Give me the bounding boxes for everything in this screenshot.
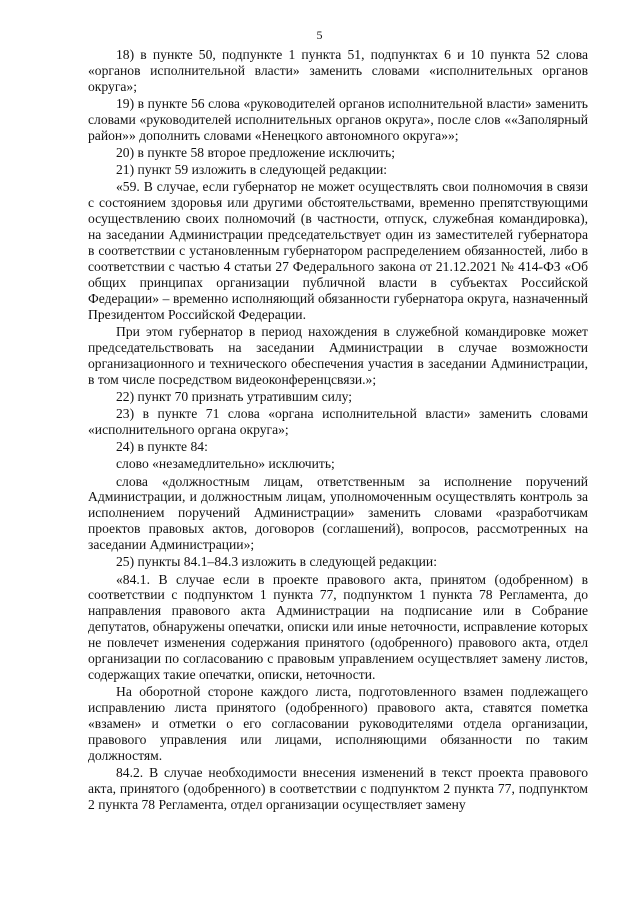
paragraph: 25) пункты 84.1–84.3 изложить в следующей редакции: [116,554,437,570]
paragraph: 19) в пункте 56 слова «руководителей органов исполнительной власти» заменить словами «руководителей исполнительных органов округа», после слов ««Заполярный район»» дополнить словами «Ненецкого автономного округа»»; [88,96,588,143]
paragraph: 18) в пункте 50, подпункте 1 пункта 51, подпунктах 6 и 10 пункта 52 слова «органов исполнительной власти» заменить словами «исполнительных органов округа»; [88,47,588,94]
paragraph: «84.1. В случае если в проекте правового акта, принятом (одобренном) в соответствии с подпунктом 1 пункта 77, подпунктом 1 пункта 78 Регламента, до направления правового акта Администрации на подписание или в Собрание депутатов, обнаружены опечатки, описки или иные неточности, исправление которых не повлечет изменения содержания принятого (одобренного) правового акта, отдел организации по согласованию с правовым управлением осуществляет замену листов, содержащих такие опечатки, описки, неточности. [88,571,588,682]
paragraph: 24) в пункте 84: [116,439,208,455]
page-number: 5 [316,28,323,42]
paragraph: При этом губернатор в период нахождения в служебной командировке может председательствовать на заседании Администрации в случае возможности организационного и технического обеспечения участия в заседании Администрации, в том числе посредством видеоконференцсвязи.»; [88,323,588,387]
document-body [88,47,588,814]
paragraph: 22) пункт 70 признать утратившим силу; [116,388,353,404]
paragraph: слова «должностным лицам, ответственным за исполнение поручений Администрации, и должностным лицам, уполномоченным осуществлять контроль за исполнением поручений Администрации» заменить словами «разработчикам проектов правовых актов, договоров (соглашений), вопросов, рассмотренных на заседании Администрации»; [88,473,588,553]
paragraph: 23) в пункте 71 слова «органа исполнительной власти» заменить словами «исполнительного органа округа»; [88,406,588,437]
paragraph: 84.2. В случае необходимости внесения изменений в текст проекта правового акта, принятого (одобренного) в соответствии с подпунктом 2 пункта 77, подпунктом 2 пункта 78 Регламента, отдел организации осуществляет замену [88,765,588,812]
paragraph: слово «незамедлительно» исключить; [116,456,335,472]
paragraph: «59. В случае, если губернатор не может осуществлять свои полномочия в связи с состоянием здоровья или другими обстоятельствами, временно препятствующими осуществлению своих полномочий (в частности, отпуск, служебная командировка), на заседании Администрации председательствует один из заместителей губернатора в соответствии с установленным губернатором распределением обязанностей, либо в соответствии с частью 4 статьи 27 Федерального закона от 21.12.2021 № 414-ФЗ «Об общих принципах организации публичной власти в субъектах Российской Федерации» – временно исполняющий обязанности губернатора округа, назначенный Президентом Российской Федерации. [88,179,588,322]
paragraph: 21) пункт 59 изложить в следующей редакции: [116,162,388,178]
paragraph: На оборотной стороне каждого листа, подготовленного взамен подлежащего исправлению листа принятого (одобренного) правового акта, ставятся пометка «взамен» и отметки о его согласовании руководителями отдела организации, правового управления или лицами, исполняющими обязанности по таким должностям. [88,684,588,763]
paragraph: 20) в пункте 58 второе предложение исключить; [116,145,395,161]
